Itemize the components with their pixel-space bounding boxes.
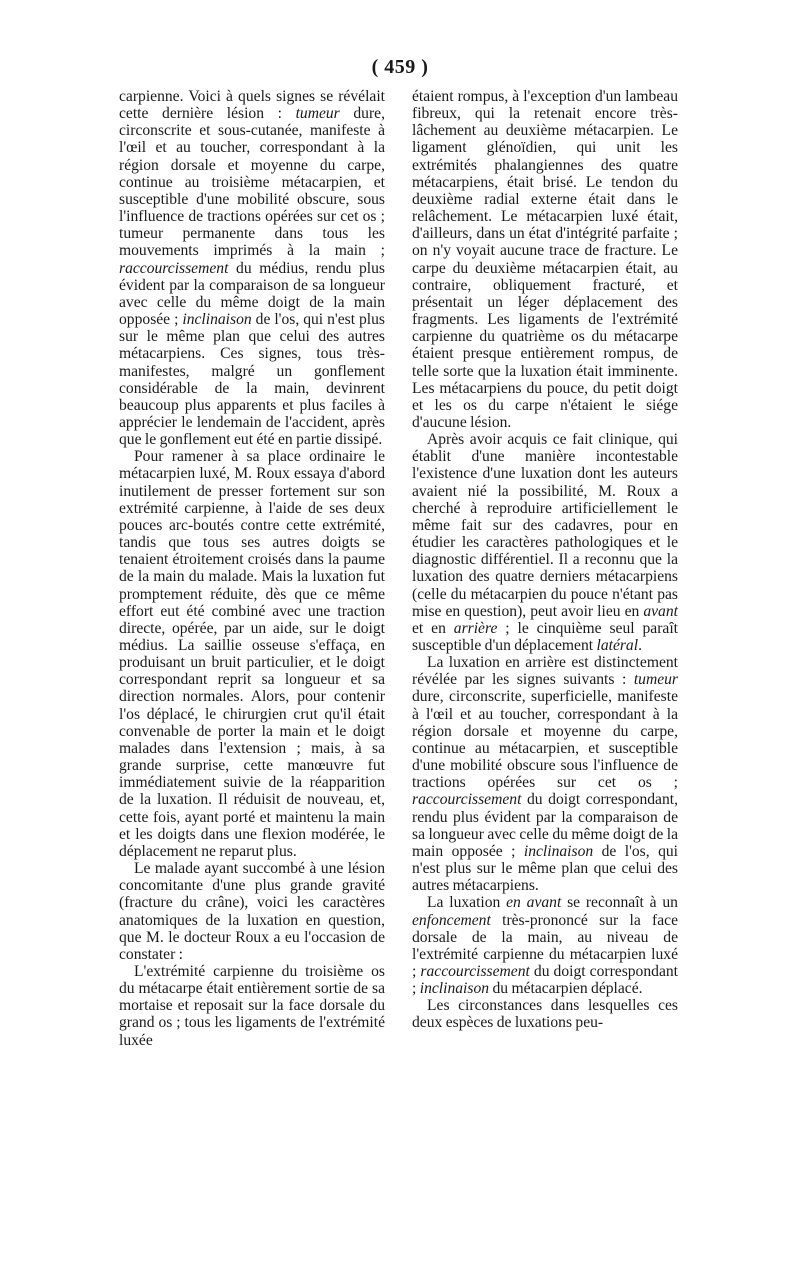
italic-term: latéral xyxy=(596,637,639,654)
text-run: de l'os, qui n'est plus sur le même plan que celui des autres métacarpiens. Ces signes, tous très-manifestes, malgré un gonflement considérable de la main, devinrent beaucoup plus apparents et plus faciles à apprécier le lendemain de l'accident, après que le gonflement eut été en partie dissipé. xyxy=(119,311,385,449)
text-run: carpienne. Voici à quels signes se révélait cette dernière lésion : xyxy=(119,88,385,123)
text-run: . xyxy=(638,637,642,654)
text-run: du médius, rendu plus évident par la comparaison de sa longueur avec celle du même doigt de la main opposée ; xyxy=(119,259,385,329)
paragraph xyxy=(119,448,385,860)
text-run: du métacarpien déplacé. xyxy=(489,980,643,998)
paragraph xyxy=(412,88,678,431)
italic-term: raccourcissement xyxy=(412,791,522,809)
text-run: L'extrémité carpienne du troisième os du métacarpe était entièrement sortie de sa mortaise et reposait sur la face dorsale du grand os ; tous les ligaments de l'extrémité luxée xyxy=(119,962,385,1049)
paragraph xyxy=(412,894,678,997)
text-run: très-prononcé sur la face dorsale de la main, au niveau de l'extrémité carpienne du métacarpien luxé ; xyxy=(412,911,678,980)
text-run: de l'os, qui n'est plus sur le même plan que celui des autres métacarpiens. xyxy=(412,842,678,895)
italic-term: inclinaison xyxy=(419,980,490,998)
text-run: La luxation en arrière est distinctement révélée par les signes suivants : xyxy=(412,654,678,689)
text-run: dure, circonscrite, superficielle, manifeste à l'œil et au toucher, correspondant à la région dorsale et moyenne du carpe, continue au métacarpien, et susceptible d'une mobilité obscure sous l'influence de tractions opérées sur cet os ; xyxy=(412,688,678,792)
italic-term: avant xyxy=(643,602,678,620)
italic-term: en avant xyxy=(506,894,562,912)
page-number: ( 459 ) xyxy=(371,56,429,78)
text-run: étaient rompus, à l'exception d'un lambeau fibreux, qui la retenait encore très-lâchement au deuxième métacarpien. Le ligament glénoïdien, qui unit les extrémités phalangiennes des quatre métacarpiens, était brisé. Le tendon du deuxième radial externe était dans le relâchement. Le métacarpien luxé était, d'ailleurs, dans un état d'intégrité parfaite ; on n'y voyait aucune trace de fracture. Le carpe du deuxième métacarpien était, au contraire, obliquement fracturé, et présentait un léger déplacement des fragments. Les ligaments de l'extrémité carpienne du quatrième os du métacarpe étaient presque entièrement rompus, de telle sorte que la luxation était imminente. Les métacarpiens du pouce, du petit doigt et les os du carpe n'étaient le siége d'aucune lésion. xyxy=(412,88,678,431)
italic-term: tumeur xyxy=(295,105,340,123)
italic-term: enfoncement xyxy=(412,911,491,929)
text-run: Pour ramener à sa place ordinaire le métacarpien luxé, M. Roux essaya d'abord inutilement de presser fortement sur son extrémité carpienne, à l'aide de ses deux pouces arc-boutés contre cette extrémité, tandis que tous ses autres doigts se tenaient étroitement croisés dans la paume de la main du malade. Mais la luxation fut promptement réduite, dès que ce même effort eut été combiné avec une traction directe, opérée, par un aide, sur le doigt médius. La saillie osseuse s'effaça, en produisant un bruit particulier, et le doigt correspondant reprit sa longueur et sa direction normales. Alors, pour contenir l'os déplacé, le chirurgien crut qu'il était convenable de porter la main et le doigt malades dans l'extension ; mais, à sa grande surprise, cette manœuvre fut immédiatement suivie de la réapparition de la luxation. Il réduisit de nouveau, et, cette fois, ayant porté et maintenu la main et les doigts dans une flexion modérée, le déplacement ne reparut plus. xyxy=(119,448,385,860)
text-run: du doigt correspondant, rendu plus évident par la comparaison de sa longueur avec celle du même doigt de la main opposée ; xyxy=(412,791,678,860)
text-run: se reconnaît à un xyxy=(561,894,678,912)
text-run: et en xyxy=(412,619,454,637)
text-run: Les circonstances dans lesquelles ces deux espèces de luxations peu- xyxy=(412,997,678,1032)
right-column xyxy=(412,88,678,1032)
left-column xyxy=(119,88,385,1049)
italic-term: raccourcissement xyxy=(420,962,530,980)
paragraph xyxy=(119,860,385,963)
italic-term: raccourcissement xyxy=(119,259,229,277)
text-run: Après avoir acquis ce fait clinique, qui établit d'une manière incontestable l'existence d'une luxation dont les auteurs avaient nié la possibilité, M. Roux a cherché à reproduire artificiellement le même fait sur des cadavres, pour en étudier les caractères pathologiques et le diagnostic différentiel. Il a reconnu que la luxation des quatre derniers métacarpiens (celle du métacarpien du pouce n'étant pas mise en question), peut avoir lieu en xyxy=(412,431,678,620)
text-run: ; le cinquième seul paraît susceptible d'un déplacement xyxy=(412,619,678,654)
text-run: La luxation xyxy=(427,894,507,912)
paragraph xyxy=(412,997,678,1031)
paragraph xyxy=(412,431,678,654)
italic-term: tumeur xyxy=(633,671,678,689)
italic-term: arrière xyxy=(453,619,498,637)
paragraph xyxy=(412,654,678,894)
paragraph xyxy=(119,963,385,1049)
text-run: dure, circonscrite et sous-cutanée, manifeste à l'œil et au toucher, correspondant à la région dorsale et moyenne du carpe, continue au troisième métacarpien, et susceptible d'une mobilité obscure, sous l'influence de tractions opérées sur cet os ; tumeur permanente dans tous les mouvements imprimés à la main ; xyxy=(119,105,385,260)
italic-term: inclinaison xyxy=(523,842,594,860)
paragraph xyxy=(119,88,385,448)
text-run: du doigt correspondant ; xyxy=(412,962,678,998)
text-run: Le malade ayant succombé à une lésion concomitante d'une plus grande gravité (fracture du crâne), voici les caractères anatomiques de la luxation en question, que M. le docteur Roux a eu l'occasion de constater : xyxy=(119,860,385,963)
italic-term: inclinaison xyxy=(182,311,252,329)
